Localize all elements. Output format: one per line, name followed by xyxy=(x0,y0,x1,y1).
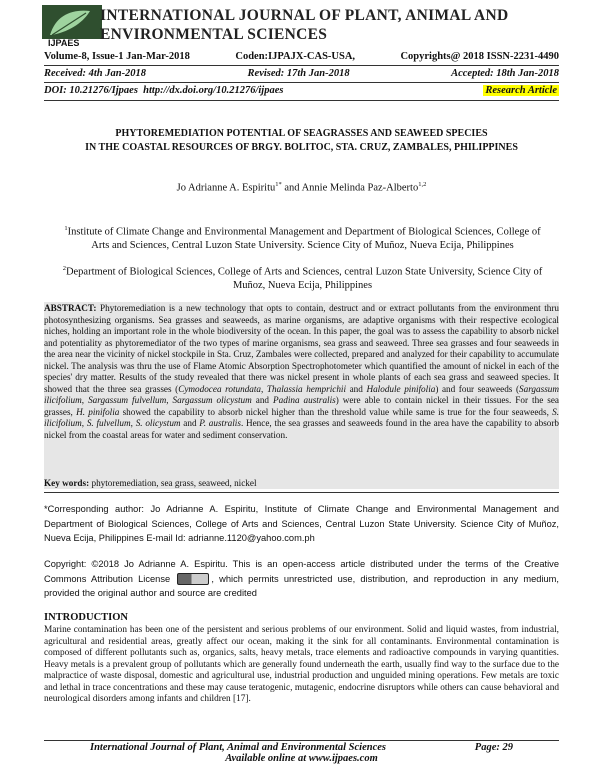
species-name: Sargassum ilicifolium xyxy=(44,383,560,405)
copyright-text: Copyright: ©2018 Jo Adrianne A. Espiritu. This is an open-access article distributed under the terms of the Creative Commons Attribution License xyxy=(44,559,559,584)
logo-text: IJPAES xyxy=(48,38,80,48)
abstract-sep: , xyxy=(130,418,136,428)
abstract-sep: and xyxy=(180,418,200,428)
divider xyxy=(44,492,559,493)
divider xyxy=(44,100,559,101)
species-name: Sargassum fulvellum xyxy=(88,395,167,405)
article-type-badge: Research Article xyxy=(485,85,557,96)
species-name: Padina australis xyxy=(273,395,336,405)
affiliation-2-num: 2 xyxy=(62,265,66,272)
journal-name-line1: INTERNATIONAL JOURNAL OF PLANT, ANIMAL AND xyxy=(100,7,509,24)
revised-date: Revised: 17th Jan-2018 xyxy=(247,68,350,79)
affiliation-1-text: Institute of Climate Change and Environmental Management and Department of Biological Sciences, College of Arts and Sciences, Central Luzon State University. Science City of Muñoz, Nueva Ecija, Philippines xyxy=(67,226,541,251)
coden: Coden:IJPAJX-CAS-USA, xyxy=(235,51,356,62)
section-heading-introduction: INTRODUCTION xyxy=(44,612,129,623)
meta-row-doi xyxy=(44,85,559,96)
copyright-issn: Copyrights@ 2018 ISSN-2231-4490 xyxy=(400,51,559,62)
paper-title xyxy=(44,127,559,155)
divider xyxy=(44,82,559,83)
volume: Volume-8, Issue-1 Jan-Mar-2018 xyxy=(44,51,190,62)
species-name: P. australis xyxy=(199,418,241,428)
species-name: S. fulvellum xyxy=(86,418,131,428)
abstract-sep: and xyxy=(251,395,274,405)
doi: DOI: 10.21276/Ijpaes xyxy=(44,85,138,96)
page-number: Page: 29 xyxy=(474,742,513,753)
species-name: S. ilicifolium xyxy=(44,406,559,428)
author-list xyxy=(44,181,559,194)
copyright-notice xyxy=(44,557,559,601)
author-2-affil: 1,2 xyxy=(418,181,427,188)
paper-title-line1: PHYTOREMEDIATION POTENTIAL OF SEAGRASSES AND SEAWEED SPECIES xyxy=(115,128,488,139)
keywords-text: phytoremediation, sea grass, seaweed, nickel xyxy=(89,478,257,488)
abstract xyxy=(44,303,559,441)
affiliation-2 xyxy=(60,262,545,292)
species-name: Thalassia hemprichii xyxy=(266,383,347,394)
abstract-sep: , xyxy=(81,395,89,405)
species-name: S. olicystum xyxy=(135,418,181,428)
author-and: and xyxy=(281,182,302,194)
keywords xyxy=(44,478,559,488)
introduction-text: Marine contamination has been one of the persistent and serious problems of our environment. Solid and liquid wastes, from industrial, agricultural and residential areas, greatly affect our ocean, making it the sink for all contaminants. Environmental contamination is composed of different pollutants such as, organics, salts, heavy metals, trace elements and radioactive compounds in varying quantities. Heavy metals is a prevalent group of pollutants which are generally found underneath the earth, usually find way to the surface due to the malpractice of waste disposal, domestic and agricultural use, industrial production and unguided mining operations. Few metals are toxic and lethal in trace concentrations and these may cause teratogenic, mutagenic, endocrine disruptors while others can cause behavioral and neurological disorders among infants and children [17]. xyxy=(44,625,559,704)
abstract-text: showed the capability to absorb nickel higher than the threshold value while same is true for the four seaweeds, xyxy=(119,406,553,417)
corresponding-author: *Corresponding author: Jo Adrianne A. Espiritu, Institute of Climate Change and Environmental Management and Department of Biological Sciences, College of Arts and Sciences, Central Luzon State University. Science City of Muñoz, Nueva Ecija, Philippines E-mail Id: adrianne.1120@yahoo.com.ph xyxy=(44,504,559,543)
footer-available: Available online at www.ijpaes.com xyxy=(225,753,378,764)
species-name: H. pinifolia xyxy=(76,406,120,417)
keywords-label: Key words: xyxy=(44,478,90,488)
abstract-sep: , xyxy=(81,418,87,428)
abstract-text: ) were able to contain nickel in their tissues. For the sea grasses, xyxy=(44,395,560,417)
species-name: Sargassum olicystum xyxy=(172,395,252,405)
page-footer xyxy=(44,742,559,764)
species-name: Cymodocea rotundata xyxy=(178,383,262,394)
paper-title-line2: IN THE COASTAL RESOURCES OF BRGY. BOLITOC, STA. CRUZ, ZAMBALES, PHILIPPINES xyxy=(85,142,518,153)
footer-journal: International Journal of Plant, Animal and Environmental Sciences xyxy=(90,742,387,753)
species-name: Halodule pinifolia xyxy=(366,383,436,394)
meta-row-dates xyxy=(44,68,559,79)
received-date: Received: 4th Jan-2018 xyxy=(44,68,147,79)
abstract-text: . Hence, the sea grasses and seaweeds found in the area have the capability to absorb nickel from the coastal areas for water and sediment conservation. xyxy=(44,418,560,440)
affiliation-2-text: Department of Biological Sciences, College of Arts and Sciences, central Luzon State University, Science City of Muñoz, Nueva Ecija, Philippines xyxy=(65,266,543,291)
accepted-date: Accepted: 18th Jan-2018 xyxy=(451,68,559,79)
author-2: Annie Melinda Paz-Alberto xyxy=(301,182,419,194)
copyright-text: , which permits unrestricted use, distribution, and reproduction in any medium, provided the original author and source are credited xyxy=(44,573,560,598)
abstract-text: ) and four seaweeds ( xyxy=(435,383,520,394)
cc-by-icon[interactable] xyxy=(177,573,209,585)
abstract-sep: , xyxy=(261,383,267,394)
footer-divider xyxy=(44,740,559,741)
author-1-affil: 1* xyxy=(275,181,282,188)
journal-name-line2: ENVIRONMENTAL SCIENCES xyxy=(100,26,328,43)
journal-name xyxy=(100,6,580,44)
doi-link[interactable]: http://dx.doi.org/10.21276/ijpaes xyxy=(143,85,284,96)
abstract-sep: , xyxy=(166,395,173,405)
abstract-text: Phytoremediation is a new technology that opts to contain, destruct and or extract pollutants from the environment thru photosynthesizing organisms. Sea grasses and seaweeds, as marine organisms, are adaptive organisms with their respective ecological niches, holding an important role in the whole biodiversity of the ocean. In this paper, the goal was to assess the capability to absorb nickel and potentiality as phytoremediator of the two types of marine organisms, sea grass and seaweed. Three sea grasses and four seaweeds in the area near the vicinity of nickel stockpile in Sta. Cruz, Zambales were collected, prepared and analyzed for their capability to accumulate nickel. The analysis was thru the use of Flame Atomic Absorption Spectrophotometer which quantified the amount of nickel in each of the species' dry matter. Results of the study revealed that there was nickel present in whole plants of each sea grass and seaweed species. It showed that the three sea grasses ( xyxy=(44,303,559,394)
affiliation-1-num: 1 xyxy=(64,225,68,232)
meta-row-issue xyxy=(44,51,559,62)
divider xyxy=(44,65,559,66)
author-1: Jo Adrianne A. Espiritu xyxy=(176,182,276,194)
abstract-sep: and xyxy=(346,383,367,394)
affiliation-1 xyxy=(60,222,545,252)
abstract-label: ABSTRACT: xyxy=(44,303,97,313)
